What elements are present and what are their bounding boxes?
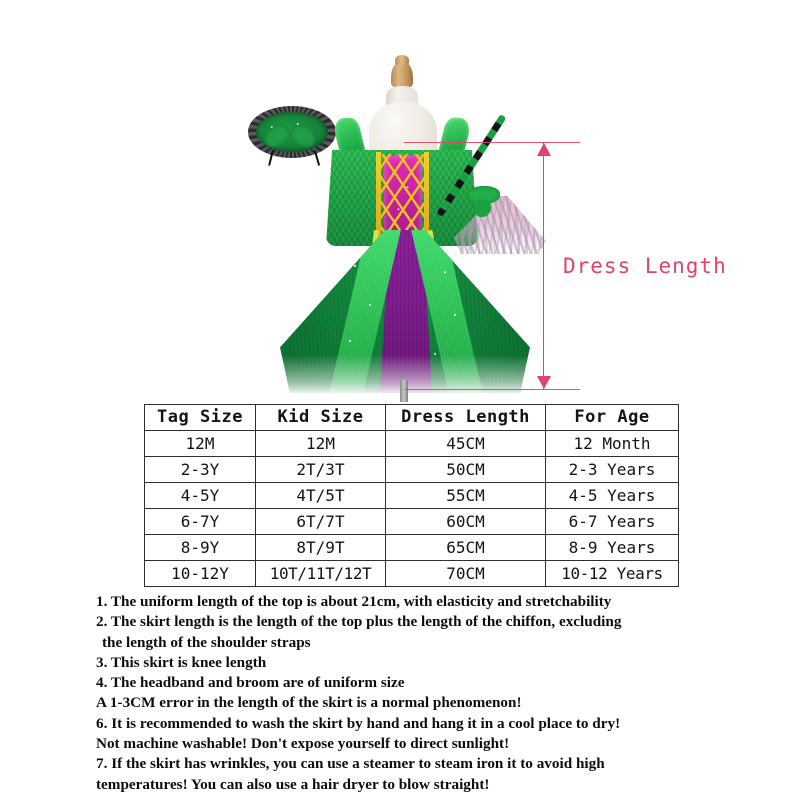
table-row (145, 509, 679, 535)
cell-tag-size: 8-9Y (145, 535, 256, 561)
cell-kid-size: 12M (256, 431, 386, 457)
cell-dress-length: 55CM (386, 483, 546, 509)
broom-bow (466, 186, 500, 204)
table-row (145, 535, 679, 561)
cell-dress-length: 60CM (386, 509, 546, 535)
cell-kid-size: 2T/3T (256, 457, 386, 483)
column-header-dress-length: Dress Length (386, 405, 546, 431)
column-header-kid-size: Kid Size (256, 405, 386, 431)
note-line: 3. This skirt is knee length (96, 653, 267, 671)
cell-dress-length: 70CM (386, 561, 546, 587)
cell-for-age: 8-9 Years (546, 535, 679, 561)
cell-kid-size: 8T/9T (256, 535, 386, 561)
product-photo (0, 0, 800, 398)
cell-for-age: 2-3 Years (546, 457, 679, 483)
cell-dress-length: 65CM (386, 535, 546, 561)
measure-arrow-down-icon (537, 376, 551, 389)
cell-for-age: 12 Month (546, 431, 679, 457)
column-header-for-age: For Age (546, 405, 679, 431)
mannequin-stand (400, 380, 408, 402)
cell-dress-length: 50CM (386, 457, 546, 483)
cell-kid-size: 4T/5T (256, 483, 386, 509)
cell-tag-size: 10-12Y (145, 561, 256, 587)
column-header-tag-size: Tag Size (145, 405, 256, 431)
note-line: the length of the shoulder straps (102, 633, 311, 651)
cell-tag-size: 2-3Y (145, 457, 256, 483)
cell-kid-size: 6T/7T (256, 509, 386, 535)
note-line: 7. If the skirt has wrinkles, you can use a steamer to steam iron it to avoid high (96, 755, 605, 773)
broom-bristles (454, 196, 546, 254)
note-line: temperatures! You can also use a hair dryer to blow straight! (96, 775, 490, 793)
note-line: 2. The skirt length is the length of the top plus the length of the chiffon, excluding (96, 613, 622, 631)
cell-tag-size: 4-5Y (145, 483, 256, 509)
table-row (145, 483, 679, 509)
cell-dress-length: 45CM (386, 431, 546, 457)
cell-tag-size: 6-7Y (145, 509, 256, 535)
measure-label: Dress Length (563, 254, 727, 278)
cell-kid-size: 10T/11T/12T (256, 561, 386, 587)
note-line: A 1-3CM error in the length of the skirt is a normal phenomenon! (96, 694, 522, 712)
broom-image (452, 112, 562, 257)
hat-cone (276, 84, 306, 88)
note-line: 6. It is recommended to wash the skirt by hand and hang it in a cool place to dry! (96, 714, 621, 732)
size-chart-table (144, 404, 679, 587)
cell-for-age: 6-7 Years (546, 509, 679, 535)
note-line: 1. The uniform length of the top is about 21cm, with elasticity and stretchability (96, 593, 612, 610)
table-row (145, 457, 679, 483)
table-row (145, 561, 679, 587)
cell-for-age: 10-12 Years (546, 561, 679, 587)
note-line: Not machine washable! Don't expose yourself to direct sunlight! (96, 735, 510, 753)
cell-tag-size: 12M (145, 431, 256, 457)
table-header-row (145, 405, 679, 431)
care-instructions (96, 592, 796, 795)
table-row (145, 431, 679, 457)
cell-for-age: 4-5 Years (546, 483, 679, 509)
mannequin-finial (391, 62, 413, 88)
note-line: 4. The headband and broom are of uniform size (96, 674, 405, 692)
